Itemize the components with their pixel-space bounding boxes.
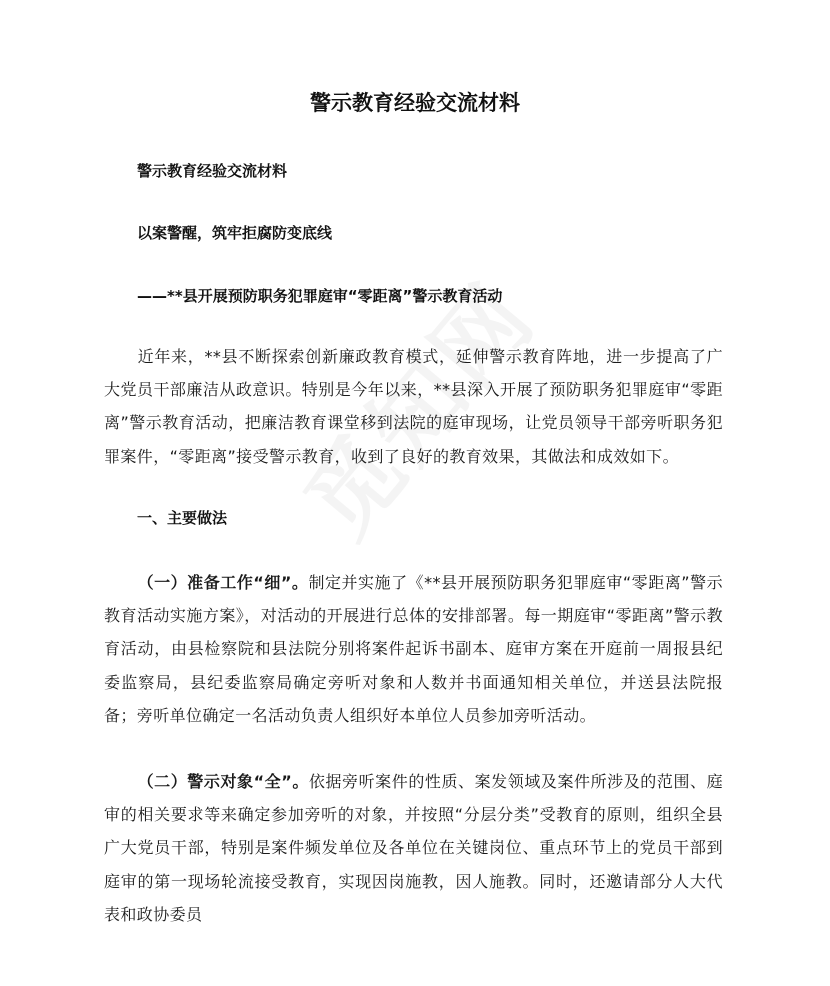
subheading-activity: ——**县开展预防职务犯罪庭审“零距离”警示教育活动 (137, 287, 503, 305)
practice-item-lead: （一）准备工作“细”。 (137, 573, 309, 592)
document-title: 警示教育经验交流材料 (310, 91, 520, 115)
practice-item-text: 制定并实施了《**县开展预防职务犯罪庭审“零距离”警示教育活动实施方案》，对活动的开展进行总体的安排部署。每一期庭审“零距离”警示教育活动，由县检察院和县法院分别将案件起诉书副本、庭审方案在开庭前一周报县纪委监察局，县纪委监察局确定旁听对象和人数并书面通知相关单位，并送县法院报备；旁听单位确定一名活动负责人组织好本单位人员参加旁听活动。 (104, 573, 723, 725)
practice-item-targets (104, 765, 723, 931)
practice-item-preparation (104, 566, 723, 732)
subheading-material-title: 警示教育经验交流材料 (137, 162, 288, 180)
practice-item-lead: （二）警示对象“全”。 (137, 772, 309, 791)
section-heading-main-practices: 一、主要做法 (137, 509, 228, 527)
subheading-theme: 以案警醒，筑牢拒腐防变底线 (137, 224, 333, 242)
practice-item-text: 依据旁听案件的性质、案发领域及案件所涉及的范围、庭审的相关要求等来确定参加旁听的对象，并按照“分层分类”受教育的原则，组织全县广大党员干部，特别是案件频发单位及各单位在关键岗位、重点环节上的党员干部到庭审的第一现场轮流接受教育，实现因岗施教，因人施教。同时，还邀请部分人大代表和政协委员 (104, 772, 723, 924)
intro-paragraph: 近年来，**县不断探索创新廉政教育模式，延伸警示教育阵地，进一步提高了广大党员干部廉洁从政意识。特别是今年以来，**县深入开展了预防职务犯罪庭审“零距离”警示教育活动，把廉洁教育课堂移到法院的庭审现场，让党员领导干部旁听职务犯罪案件，“零距离”接受警示教育，收到了良好的教育效果，其做法和成效如下。 (104, 347, 723, 466)
